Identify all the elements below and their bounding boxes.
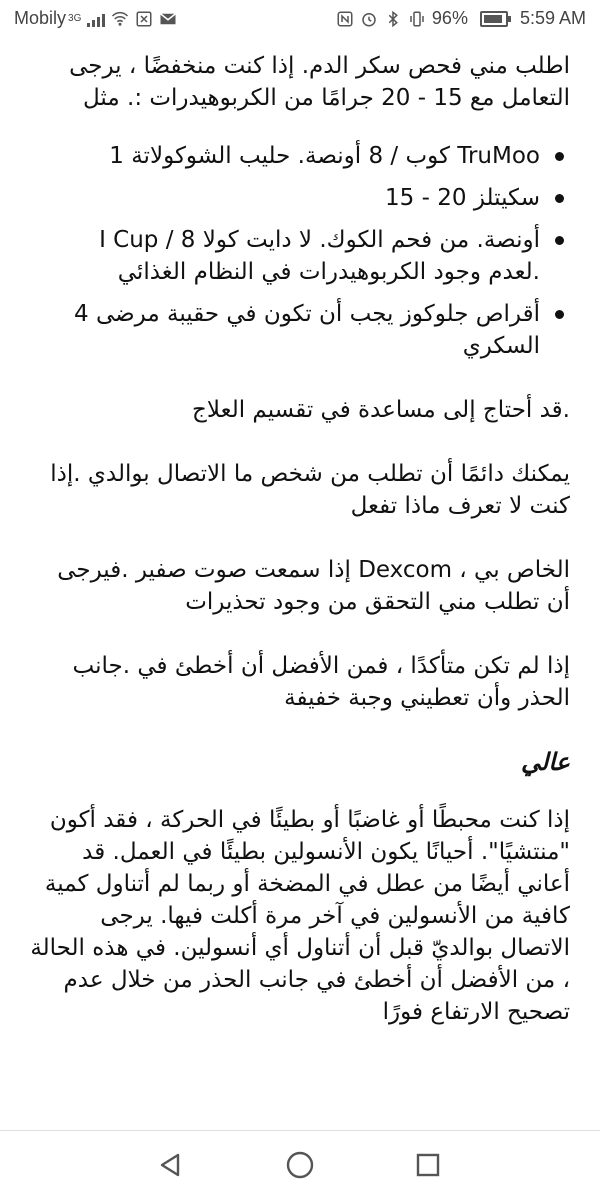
recent-apps-icon — [415, 1152, 441, 1178]
paragraph-dexcom: الخاص بي ، Dexcom إذا سمعت صوت صفير .فيرجى أن تطلب مني التحقق من وجود تحذيرات — [57, 557, 570, 615]
article-scroll-area[interactable] — [0, 40, 600, 1130]
network-type: 3G — [68, 13, 82, 24]
intro-paragraph: اطلب مني فحص سكر الدم. إذا كنت منخفضًا ، يرجى التعامل مع 15 - 20 جرامًا من الكربوهيدرات :. مثل — [69, 53, 570, 111]
home-icon — [285, 1150, 315, 1180]
article-body — [0, 40, 600, 1028]
battery-percent: 96% — [431, 8, 468, 28]
list-item — [28, 298, 570, 362]
list-item-text: أونصة. من فحم الكوك. لا دايت كولا 8 / I Cup — [99, 227, 540, 253]
paragraph-treatment-help: .قد أحتاج إلى مساعدة في تقسيم العلاج — [192, 397, 570, 423]
bluetooth-icon — [384, 10, 402, 28]
status-left — [14, 8, 177, 29]
navigation-bar — [0, 1131, 600, 1200]
recent-apps-button[interactable] — [408, 1145, 448, 1185]
list-item-text: سكيتلز 20 - 15 — [385, 185, 540, 211]
alarm-icon — [360, 10, 378, 28]
close-notification-icon — [135, 10, 153, 28]
battery-icon — [480, 11, 508, 27]
list-item — [28, 182, 570, 214]
carrier-label: Mobily — [14, 8, 67, 28]
paragraph-call-parents: يمكنك دائمًا أن تطلب من شخص ما الاتصال بوالدي .إذا كنت لا تعرف ماذا تفعل — [50, 461, 570, 519]
home-button[interactable] — [280, 1145, 320, 1185]
low-treatment-list — [28, 140, 570, 362]
vibrate-icon — [408, 10, 426, 28]
list-item — [28, 224, 570, 288]
paragraph-high: إذا كنت محبطًا أو غاضبًا أو بطيئًا في الحركة ، فقد أكون "منتشيًا". أحيانًا يكون الأنسولين بطيئًا في العمل. قد أعاني أيضًا من عطل في المضخة أو ربما لم أتناول كمية كافية من الأنسولين في آخر مرة أكلت فيها. يرجى الاتصال بوالديّ قبل أن أتناول أي أنسولين. في هذه الحالة ، من الأفضل أن أخطئ في جانب الحذر من خلال عدم تصحيح الارتفاع فورًا — [30, 807, 570, 1025]
paragraph-caution: إذا لم تكن متأكدًا ، فمن الأفضل أن أخطئ في .جانب الحذر وأن تعطيني وجبة خفيفة — [72, 653, 570, 711]
clock: 5:59 AM — [519, 8, 586, 28]
clipped-previous-line — [28, 40, 570, 48]
status-right — [336, 8, 586, 29]
list-item-continuation: .لعدم وجود الكربوهيدرات في النظام الغذائي — [117, 259, 540, 285]
mail-icon — [159, 10, 177, 28]
wifi-icon — [111, 10, 129, 28]
list-item-text: أقراص جلوكوز يجب أن تكون في حقيبة مرضى 4 السكري — [74, 301, 540, 359]
nfc-icon — [336, 10, 354, 28]
section-heading-high: عالي — [521, 748, 570, 776]
back-icon — [156, 1151, 184, 1179]
list-item — [28, 140, 570, 172]
list-item-text: TruMoo كوب / 8 أونصة. حليب الشوكولاتة 1 — [109, 143, 540, 169]
back-button[interactable] — [150, 1145, 190, 1185]
status-bar — [0, 0, 600, 40]
signal-icon — [87, 11, 105, 27]
